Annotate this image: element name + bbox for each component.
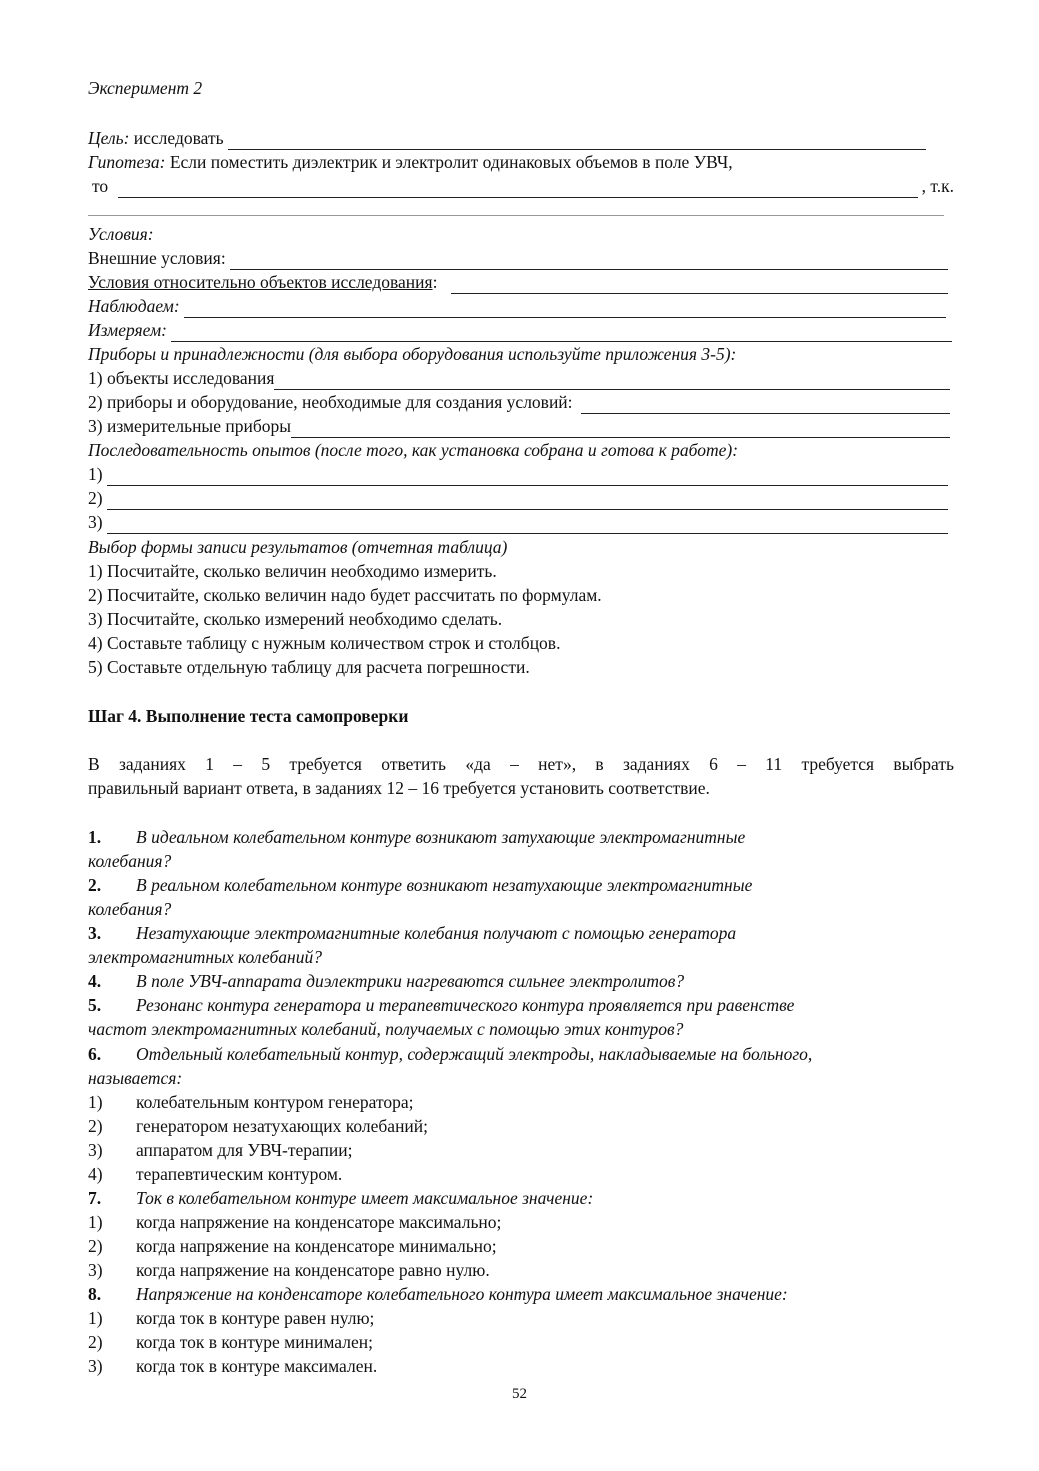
hypothesis-because: , т.к. [921,176,954,196]
equipment-item-blank[interactable] [291,420,950,438]
sequence-item-blank[interactable] [107,516,948,534]
goal-line [88,126,954,150]
option-number: 3) [88,1356,103,1376]
question-4 [88,969,954,993]
question-2 [88,873,954,897]
option-text: когда напряжение на конденсаторе равно нулю. [136,1260,490,1280]
relative-conditions-label: Условия относительно объектов исследования [88,272,433,292]
question-text: В идеальном колебательном контуре возникают затухающие электромагнитные [136,827,746,847]
conditions-label: Условия: [88,224,154,244]
option-text: колебательным контуром генератора; [136,1092,414,1112]
question-6 [88,1042,954,1066]
step4-intro-line-1: В заданиях 1 – 5 требуется ответить «да – нет», в заданиях 6 – 11 требуется выбрать [88,754,954,774]
goal-blank[interactable] [228,132,926,150]
question-5-cont: частот электромагнитных колебаний, получаемых с помощью этих контуров? [88,1019,684,1039]
question-6-option[interactable] [88,1162,954,1186]
results-label: Выбор формы записи результатов (отчетная таблица) [88,537,508,557]
question-8-option[interactable] [88,1306,954,1330]
sequence-item-2 [88,486,954,510]
external-conditions-label: Внешние условия: [88,248,226,268]
option-text: терапевтическим контуром. [136,1164,343,1184]
step4-intro-line-2: правильный вариант ответа, в заданиях 12 – 16 требуется установить соответствие. [88,778,710,798]
measure-blank[interactable] [171,324,952,342]
sequence-item-number: 3) [88,512,103,532]
question-6-option[interactable] [88,1090,954,1114]
option-number: 1) [88,1212,103,1232]
sequence-item-number: 1) [88,464,103,484]
question-7 [88,1186,954,1210]
relative-conditions-blank[interactable] [451,276,948,294]
goal-text: исследовать [133,128,224,148]
results-item: 3) Посчитайте, сколько измерений необходимо сделать. [88,609,503,629]
goal-label: Цель: [88,128,130,148]
hypothesis-text: Если поместить диэлектрик и электролит одинаковых объемов в поле УВЧ, [169,152,733,172]
equipment-item-text: 1) объекты исследования [88,368,275,388]
hypothesis-then-blank[interactable] [118,180,917,198]
sequence-item-number: 2) [88,488,103,508]
question-text: Незатухающие электромагнитные колебания получают с помощью генератора [136,923,737,943]
option-text: когда ток в контуре максимален. [136,1356,378,1376]
external-conditions-line [88,246,954,270]
question-number: 4. [88,971,102,991]
hypothesis-label: Гипотеза: [88,152,166,172]
external-conditions-blank[interactable] [230,252,948,270]
results-item: 5) Составьте отдельную таблицу для расчета погрешности. [88,657,530,677]
hypothesis-then: то [92,176,109,196]
option-number: 4) [88,1164,103,1184]
sequence-item-blank[interactable] [107,492,948,510]
question-7-option[interactable] [88,1258,954,1282]
question-number: 3. [88,923,102,943]
question-number: 5. [88,995,102,1015]
option-text: когда ток в контуре минимален; [136,1332,373,1352]
question-text: Ток в колебательном контуре имеет максимальное значение: [136,1188,594,1208]
experiment-title: Эксперимент 2 [88,78,203,98]
equipment-item-1 [88,366,954,390]
question-number: 7. [88,1188,102,1208]
sequence-item-1 [88,462,954,486]
equipment-item-blank[interactable] [581,396,950,414]
option-number: 2) [88,1332,103,1352]
question-8 [88,1282,954,1306]
question-6-option[interactable] [88,1138,954,1162]
hypothesis-line [88,150,954,174]
option-number: 1) [88,1308,103,1328]
question-8-option[interactable] [88,1354,954,1378]
question-7-option[interactable] [88,1234,954,1258]
question-6-cont: называется: [88,1068,183,1088]
sequence-item-3 [88,510,954,534]
page-number: 52 [512,1386,527,1402]
hypothesis-then-line [88,174,954,198]
question-number: 1. [88,827,102,847]
question-7-option[interactable] [88,1210,954,1234]
question-text: В поле УВЧ-аппарата диэлектрики нагреваются сильнее электролитов? [136,971,685,991]
relative-conditions-colon: : [432,272,438,292]
option-text: генератором незатухающих колебаний; [136,1116,429,1136]
option-number: 2) [88,1236,103,1256]
question-text: Отдельный колебательный контур, содержащий электроды, накладываемые на больного, [136,1044,813,1064]
question-text: Напряжение на конденсаторе колебательного контура имеет максимальное значение: [136,1284,788,1304]
question-number: 2. [88,875,102,895]
measure-label: Измеряем: [88,320,167,340]
question-6-option[interactable] [88,1114,954,1138]
question-3-cont: электромагнитных колебаний? [88,947,322,967]
question-number: 6. [88,1044,102,1064]
equipment-item-2 [88,390,954,414]
option-number: 3) [88,1260,103,1280]
observe-line [88,294,954,318]
question-text: В реальном колебательном контуре возникают незатухающие электромагнитные [136,875,753,895]
question-2-cont: колебания? [88,899,172,919]
question-1 [88,825,954,849]
observe-label: Наблюдаем: [88,296,180,316]
option-text: когда напряжение на конденсаторе минимально; [136,1236,497,1256]
hypothesis-blank-continuation[interactable] [88,214,944,216]
results-item: 1) Посчитайте, сколько величин необходимо измерить. [88,561,497,581]
observe-blank[interactable] [184,300,946,318]
sequence-label: Последовательность опытов (после того, как установка собрана и готова к работе): [88,440,739,460]
equipment-label: Приборы и принадлежности (для выбора оборудования используйте приложения 3-5): [88,344,737,364]
question-5 [88,993,954,1017]
equipment-item-3 [88,414,954,438]
results-item: 4) Составьте таблицу с нужным количеством строк и столбцов. [88,633,561,653]
question-1-cont: колебания? [88,851,172,871]
question-8-option[interactable] [88,1330,954,1354]
relative-conditions-line [88,270,954,294]
option-text: аппаратом для УВЧ-терапии; [136,1140,353,1160]
measure-line [88,318,954,342]
equipment-item-text: 3) измерительные приборы [88,416,291,436]
question-3 [88,921,954,945]
option-number: 2) [88,1116,103,1136]
question-text: Резонанс контура генератора и терапевтического контура проявляется при равенстве [136,995,795,1015]
option-number: 3) [88,1140,103,1160]
option-number: 1) [88,1092,103,1112]
equipment-item-text: 2) приборы и оборудование, необходимые для создания условий: [88,392,573,412]
option-text: когда ток в контуре равен нулю; [136,1308,375,1328]
option-text: когда напряжение на конденсаторе максимально; [136,1212,502,1232]
step4-heading: Шаг 4. Выполнение теста самопроверки [88,706,409,726]
question-number: 8. [88,1284,102,1304]
sequence-item-blank[interactable] [107,468,948,486]
equipment-item-blank[interactable] [274,372,950,390]
results-item: 2) Посчитайте, сколько величин надо будет рассчитать по формулам. [88,585,602,605]
